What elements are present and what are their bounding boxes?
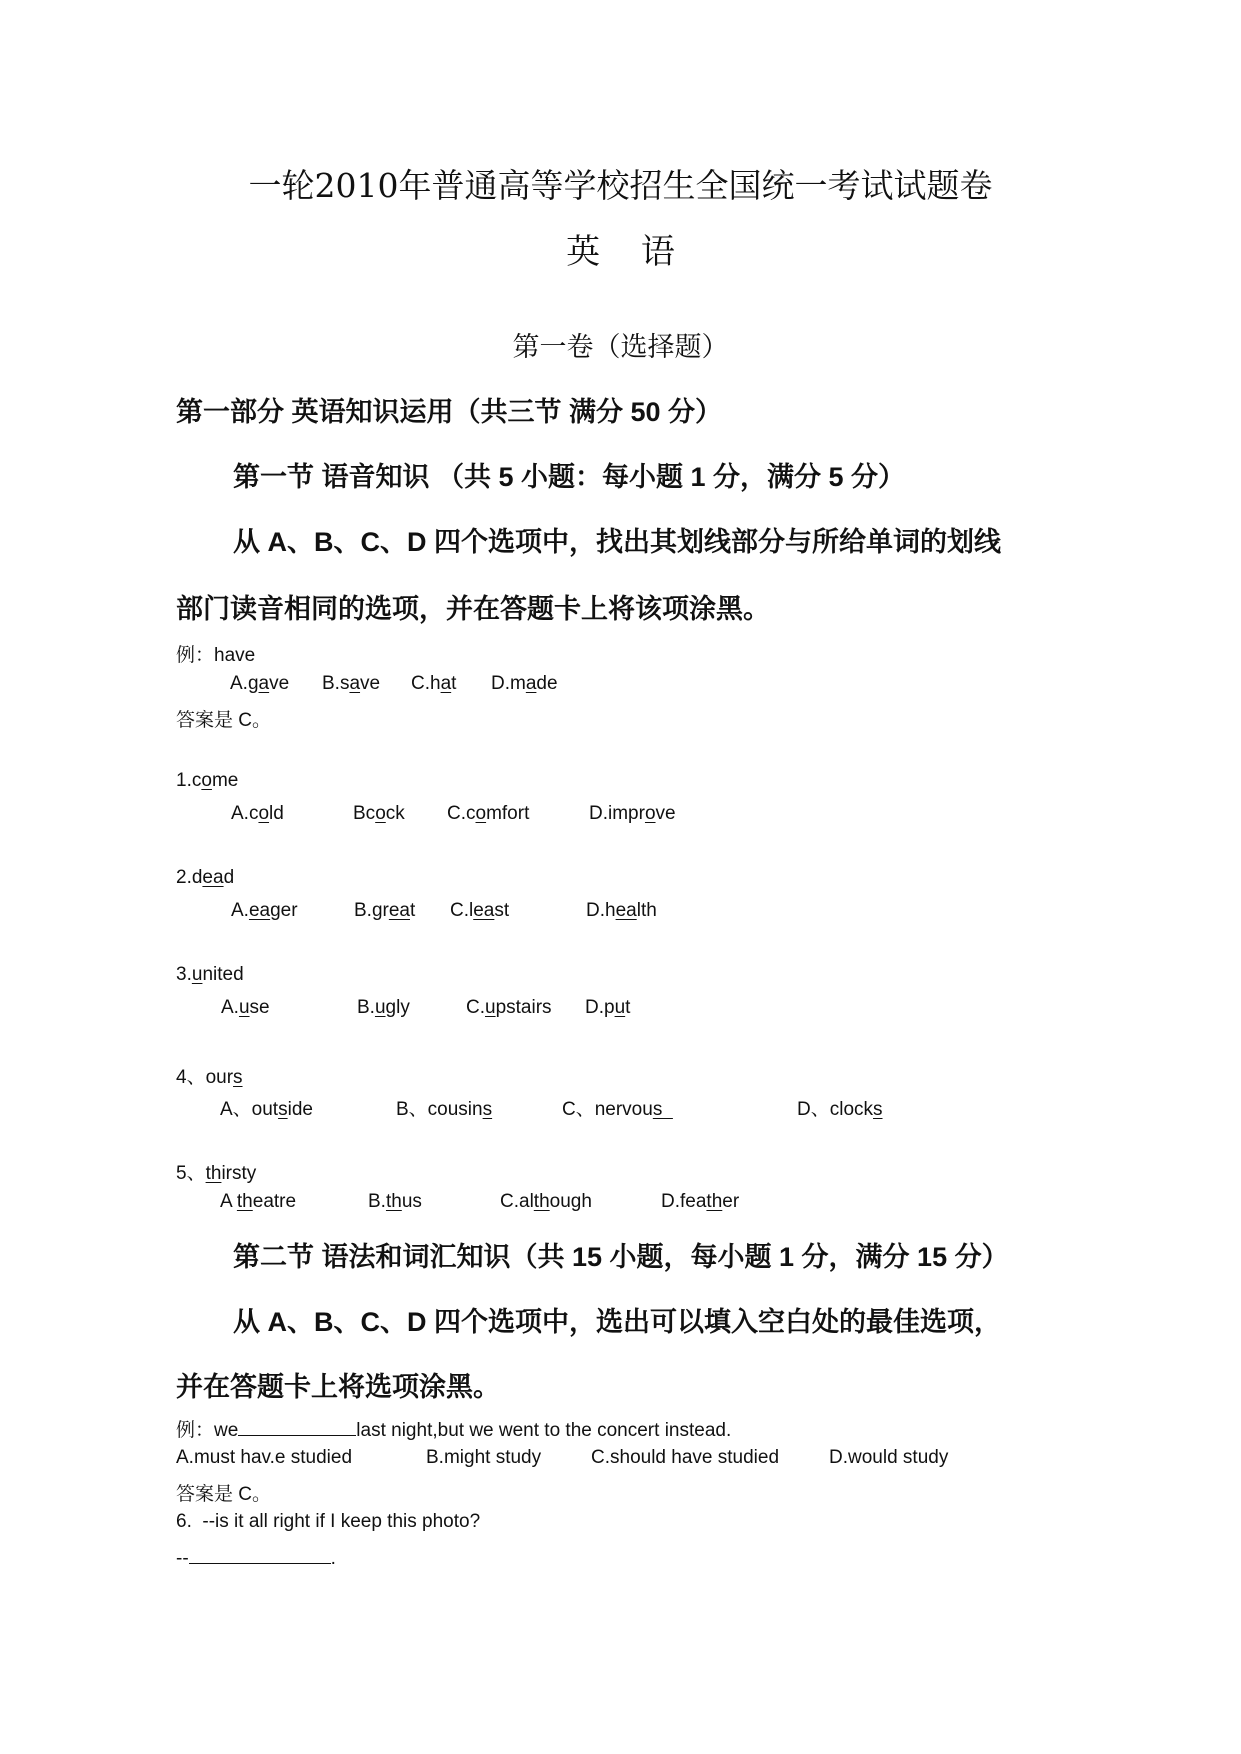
question-option: B.thus [368, 1191, 422, 1212]
example-option: B.might study [426, 1447, 542, 1468]
question-option: D.put [585, 997, 631, 1018]
question-option: A.cold [231, 803, 284, 824]
example-prompt: 例：have [176, 645, 256, 666]
answer-blank [238, 1417, 356, 1436]
question-reply: -- . [176, 1545, 336, 1570]
example-option: C.should have studied [591, 1447, 780, 1468]
question-stem: 5、thirsty [176, 1163, 257, 1184]
section2-instruction-line2: 并在答题卡上将选项涂黑。 [176, 1372, 500, 1402]
example-option: C.hat [411, 673, 457, 694]
answer-blank [189, 1545, 331, 1564]
question-option: C.upstairs [466, 997, 552, 1018]
question-option: A.eager [231, 900, 298, 921]
example-option: A.must hav.e studied [176, 1447, 353, 1468]
section1-instruction-line2: 部门读音相同的选项，并在答题卡上将该项涂黑。 [176, 594, 770, 624]
question-option: C.comfort [447, 803, 530, 824]
question-option: C.although [500, 1191, 592, 1212]
question-stem: 6. --is it all right if I keep this photo? [176, 1511, 481, 1532]
question-option: B.ugly [357, 997, 410, 1018]
question-stem: 3.united [176, 964, 244, 985]
question-option: A.use [221, 997, 270, 1018]
example-option: D.would study [829, 1447, 949, 1468]
question-stem: 1.come [176, 770, 239, 791]
question-option: D.improve [589, 803, 676, 824]
section1-instruction-line1: 从 A、B、C、D 四个选项中，找出其划线部分与所给单词的划线 [233, 527, 1001, 557]
example-option: A.gave [230, 673, 290, 694]
question-option: C、nervous [562, 1099, 673, 1120]
question-option: D.feather [661, 1191, 740, 1212]
section2-instruction-line1: 从 A、B、C、D 四个选项中，选出可以填入空白处的最佳选项， [233, 1307, 1001, 1337]
question-option: C.least [450, 900, 510, 921]
volume-title: 第一卷（选择题） [512, 332, 729, 363]
question-stem: 4、ours [176, 1067, 243, 1088]
question-option: A、outside [220, 1099, 313, 1120]
question-option: B、cousins [396, 1099, 493, 1120]
section1-heading: 第一节 语音知识 （共 5 小题：每小题 1 分，满分 5 分） [233, 462, 906, 492]
section2-heading: 第二节 语法和词汇知识（共 15 小题，每小题 1 分，满分 15 分） [233, 1242, 1009, 1272]
example-answer: 答案是 C。 [176, 1484, 272, 1505]
question-option: A theatre [220, 1191, 297, 1212]
subject-title: 英 语 [566, 232, 675, 272]
question-stem: 2.dead [176, 867, 235, 888]
question-option: D、clocks [797, 1099, 883, 1120]
example-option: B.save [322, 673, 381, 694]
part1-heading: 第一部分 英语知识运用（共三节 满分 50 分） [176, 397, 723, 427]
example-prompt: 例：we last night,but we went to the concert instead. [176, 1415, 731, 1442]
example-option: D.made [491, 673, 558, 694]
exam-title: 一轮2010年普通高等学校招生全国统一考试试题卷 [248, 166, 993, 205]
question-option: B.great [354, 900, 416, 921]
question-option: Bcock [353, 803, 405, 824]
example-answer: 答案是 C。 [176, 710, 272, 731]
question-option: D.health [586, 900, 657, 921]
